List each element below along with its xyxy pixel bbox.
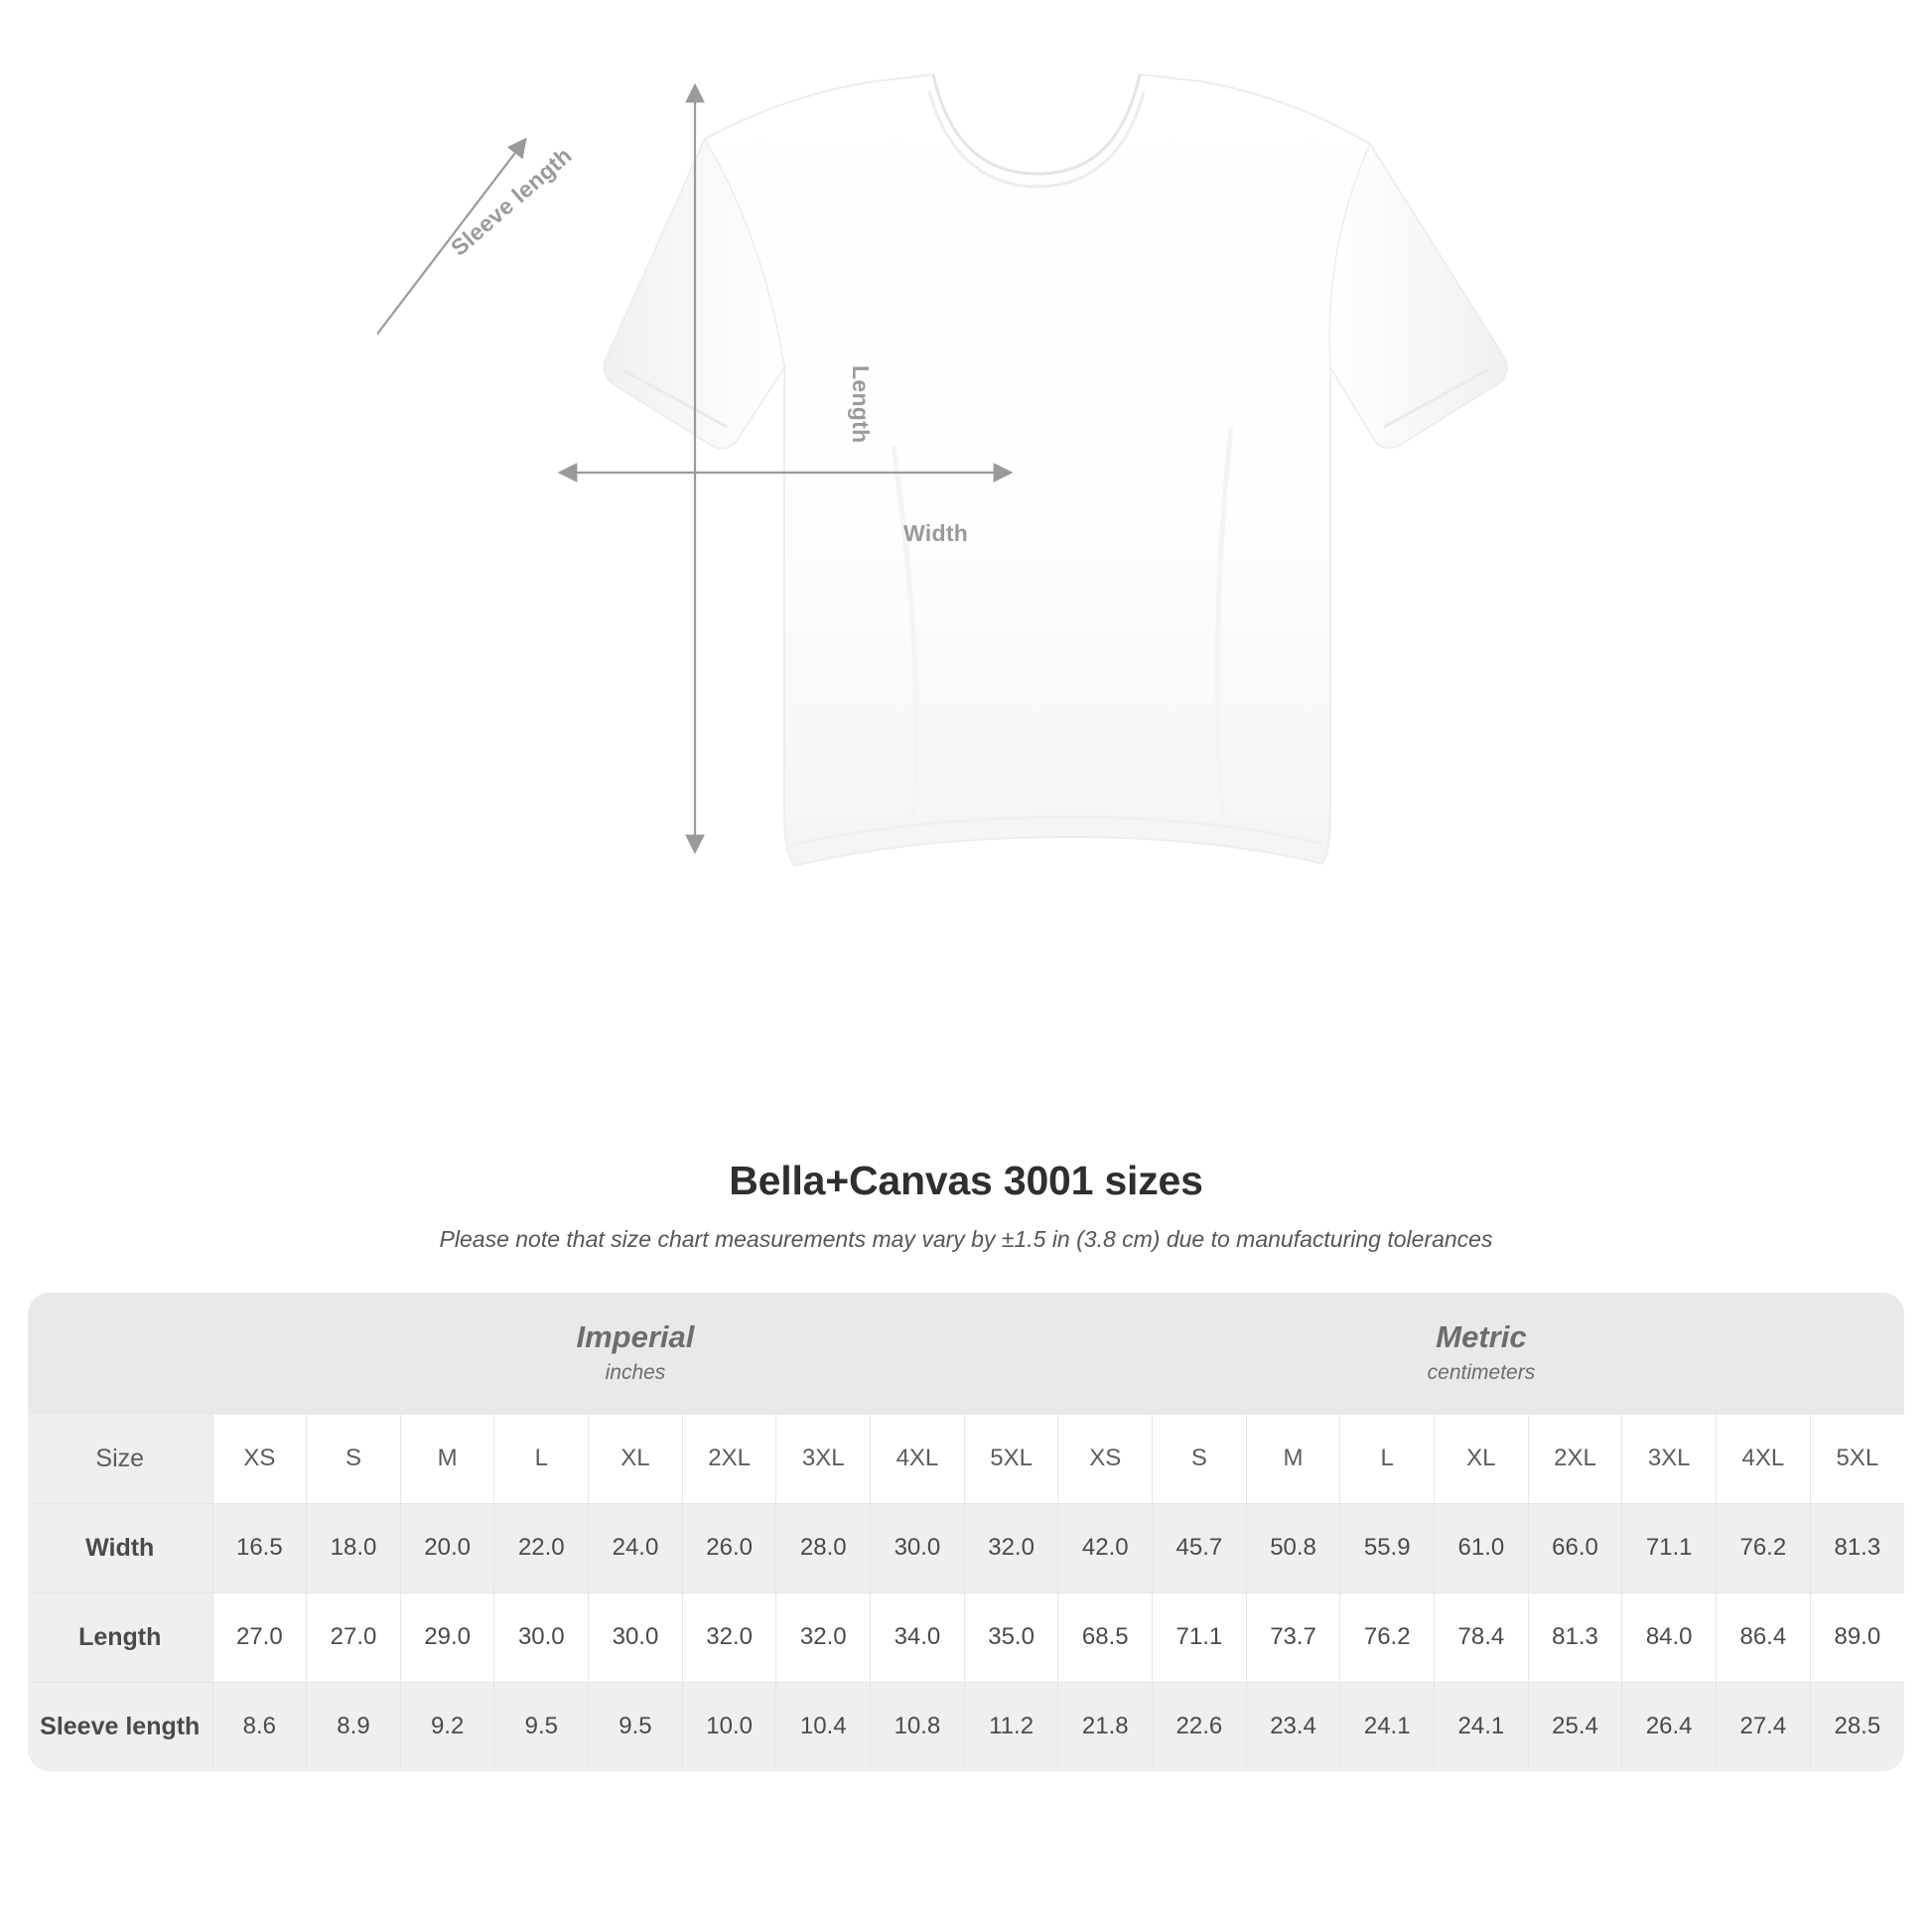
cell: 76.2 xyxy=(1717,1503,1811,1592)
cell: 71.1 xyxy=(1622,1503,1717,1592)
cell: 23.4 xyxy=(1246,1682,1340,1771)
cell: 8.9 xyxy=(307,1682,401,1771)
cell: 9.5 xyxy=(589,1682,683,1771)
cell: 9.5 xyxy=(494,1682,589,1771)
size-header-cell: 2XL xyxy=(1528,1415,1622,1504)
unit-group-metric xyxy=(1058,1293,1904,1415)
row-label-length: Length xyxy=(28,1592,212,1682)
cell: 27.4 xyxy=(1717,1682,1811,1771)
length-label: Length xyxy=(848,365,874,444)
cell: 71.1 xyxy=(1153,1592,1247,1682)
cell: 32.0 xyxy=(964,1503,1058,1592)
cell: 18.0 xyxy=(307,1503,401,1592)
cell: 25.4 xyxy=(1528,1682,1622,1771)
cell: 78.4 xyxy=(1435,1592,1529,1682)
cell: 28.5 xyxy=(1810,1682,1904,1771)
cell: 42.0 xyxy=(1058,1503,1153,1592)
size-header-row xyxy=(28,1415,1904,1504)
size-header-cell: S xyxy=(307,1415,401,1504)
table-row xyxy=(28,1592,1904,1682)
size-header-cell: L xyxy=(494,1415,589,1504)
size-table xyxy=(28,1293,1904,1771)
size-header-cell: L xyxy=(1340,1415,1435,1504)
size-table-container xyxy=(28,1293,1904,1771)
size-header-cell: 2XL xyxy=(682,1415,776,1504)
table-row xyxy=(28,1503,1904,1592)
cell: 20.0 xyxy=(400,1503,494,1592)
cell: 30.0 xyxy=(494,1592,589,1682)
size-header-cell: M xyxy=(400,1415,494,1504)
width-label: Width xyxy=(903,520,969,546)
dimension-arrows xyxy=(377,69,1529,1072)
cell: 81.3 xyxy=(1810,1503,1904,1592)
page-title: Bella+Canvas 3001 sizes xyxy=(729,1158,1203,1203)
cell: 27.0 xyxy=(212,1592,307,1682)
cell: 22.6 xyxy=(1153,1682,1247,1771)
size-header-cell: 4XL xyxy=(871,1415,965,1504)
size-header-cell: XL xyxy=(589,1415,683,1504)
cell: 16.5 xyxy=(212,1503,307,1592)
cell: 34.0 xyxy=(871,1592,965,1682)
cell: 35.0 xyxy=(964,1592,1058,1682)
metric-system-label: Metric xyxy=(1436,1319,1527,1354)
size-header-cell: S xyxy=(1153,1415,1247,1504)
cell: 22.0 xyxy=(494,1503,589,1592)
cell: 86.4 xyxy=(1717,1592,1811,1682)
cell: 50.8 xyxy=(1246,1503,1340,1592)
cell: 61.0 xyxy=(1435,1503,1529,1592)
cell: 30.0 xyxy=(871,1503,965,1592)
cell: 45.7 xyxy=(1153,1503,1247,1592)
cell: 26.0 xyxy=(682,1503,776,1592)
cell: 21.8 xyxy=(1058,1682,1153,1771)
cell: 28.0 xyxy=(776,1503,871,1592)
imperial-system-label: Imperial xyxy=(576,1319,695,1354)
size-header-cell: 5XL xyxy=(964,1415,1058,1504)
cell: 24.1 xyxy=(1340,1682,1435,1771)
cell: 10.0 xyxy=(682,1682,776,1771)
size-header-label: Size xyxy=(28,1415,212,1504)
cell: 32.0 xyxy=(682,1592,776,1682)
row-label-width: Width xyxy=(28,1503,212,1592)
cell: 24.0 xyxy=(589,1503,683,1592)
sleeve-length-label: Sleeve length xyxy=(446,142,577,261)
cell: 66.0 xyxy=(1528,1503,1622,1592)
cell: 68.5 xyxy=(1058,1592,1153,1682)
cell: 10.8 xyxy=(871,1682,965,1771)
chart-heading-block xyxy=(0,1158,1932,1253)
unit-group-imperial xyxy=(212,1293,1058,1415)
size-header-cell: XS xyxy=(212,1415,307,1504)
cell: 10.4 xyxy=(776,1682,871,1771)
size-header-cell: M xyxy=(1246,1415,1340,1504)
metric-unit-label: centimeters xyxy=(1427,1360,1536,1384)
cell: 8.6 xyxy=(212,1682,307,1771)
cell: 73.7 xyxy=(1246,1592,1340,1682)
cell: 26.4 xyxy=(1622,1682,1717,1771)
cell: 55.9 xyxy=(1340,1503,1435,1592)
cell: 27.0 xyxy=(307,1592,401,1682)
unit-spacer-cell xyxy=(28,1293,212,1415)
cell: 81.3 xyxy=(1528,1592,1622,1682)
cell: 30.0 xyxy=(589,1592,683,1682)
unit-system-row xyxy=(28,1293,1904,1415)
cell: 32.0 xyxy=(776,1592,871,1682)
cell: 11.2 xyxy=(964,1682,1058,1771)
size-header-cell: 4XL xyxy=(1717,1415,1811,1504)
tolerance-note: Please note that size chart measurements may vary by ±1.5 in (3.8 cm) due to manufacturing tolerances xyxy=(439,1226,1493,1252)
size-header-cell: 3XL xyxy=(776,1415,871,1504)
size-header-cell: XL xyxy=(1435,1415,1529,1504)
imperial-unit-label: inches xyxy=(605,1360,666,1384)
table-row xyxy=(28,1682,1904,1771)
size-header-cell: 3XL xyxy=(1622,1415,1717,1504)
cell: 9.2 xyxy=(400,1682,494,1771)
cell: 29.0 xyxy=(400,1592,494,1682)
size-header-cell: XS xyxy=(1058,1415,1153,1504)
size-header-cell: 5XL xyxy=(1810,1415,1904,1504)
cell: 24.1 xyxy=(1435,1682,1529,1771)
cell: 89.0 xyxy=(1810,1592,1904,1682)
row-label-sleeve-length: Sleeve length xyxy=(28,1682,212,1771)
cell: 84.0 xyxy=(1622,1592,1717,1682)
cell: 76.2 xyxy=(1340,1592,1435,1682)
